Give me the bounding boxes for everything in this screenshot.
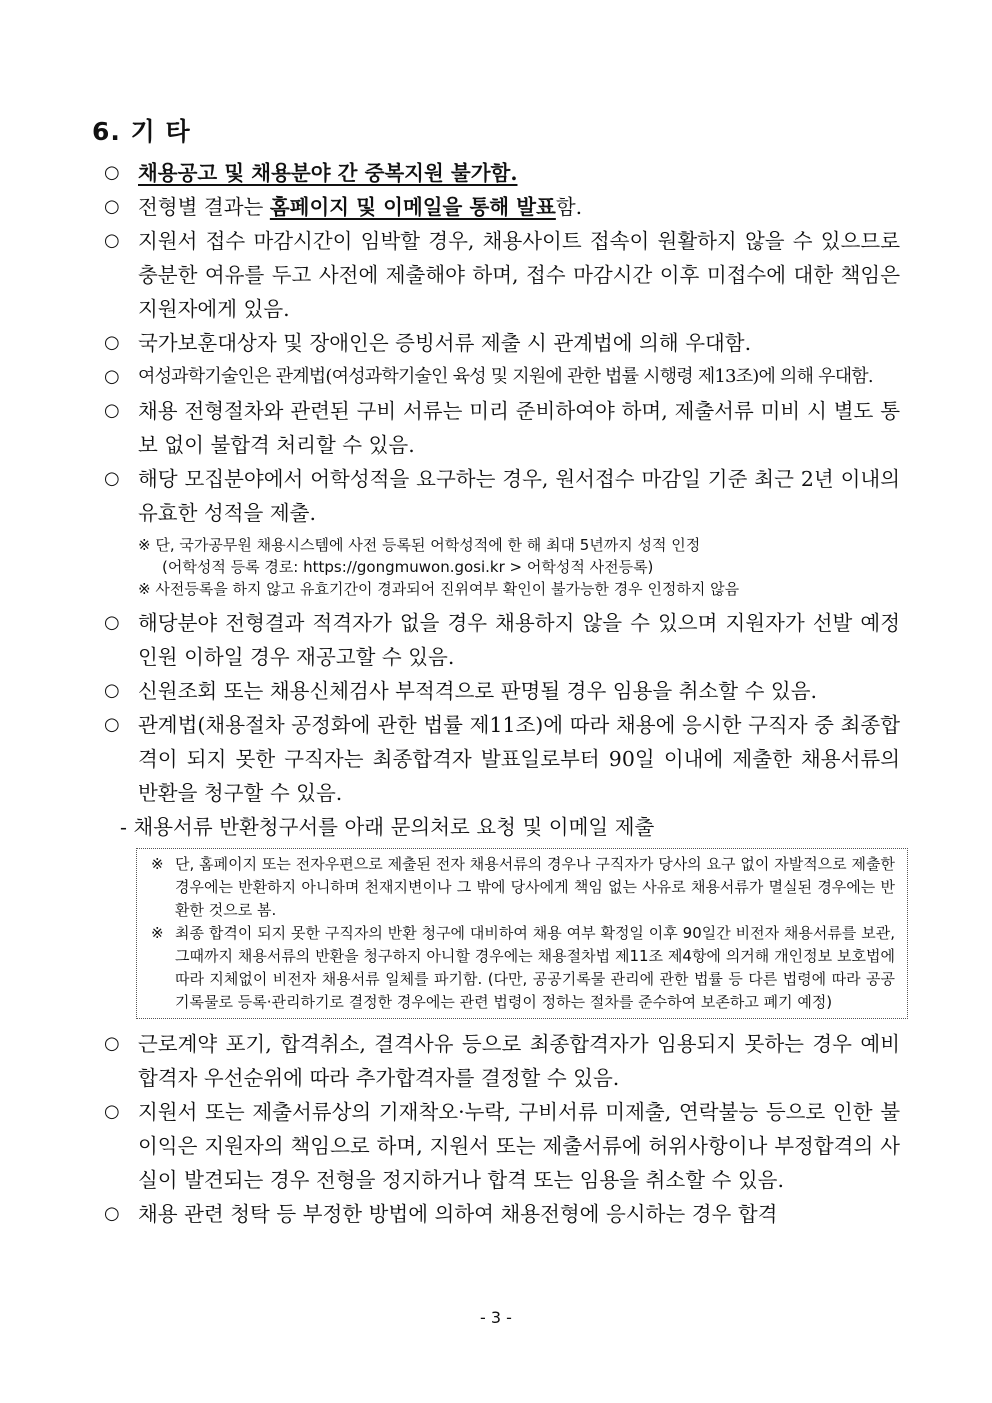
- list-item: [104, 394, 900, 462]
- list-item: [104, 1027, 900, 1095]
- bullet-circle-icon: ○: [104, 1033, 120, 1054]
- item-text: 여성과학기술인은 관계법(여성과학기술인 육성 및 지원에 관한 법률 시행령 제13조)에 의해 우대함.: [138, 366, 873, 387]
- bullet-circle-icon: ○: [104, 366, 120, 387]
- item-text-emphasis: 홈페이지 및 이메일을 통해 발표: [269, 195, 556, 219]
- item-text: 채용 관련 청탁 등 부정한 방법에 의하여 채용전형에 응시하는 경우 합격: [138, 1202, 778, 1226]
- bullet-circle-icon: ○: [104, 1101, 120, 1122]
- page-number: - 3 -: [480, 1308, 512, 1327]
- item-text: 해당 모집분야에서 어학성적을 요구하는 경우, 원서접수 마감일 기준 최근 2년 이내의 유효한 성적을 제출.: [138, 467, 900, 525]
- item-text: 채용공고 및 채용분야 간 중복지원 불가함.: [138, 161, 518, 185]
- item-text: 근로계약 포기, 합격취소, 결격사유 등으로 최종합격자가 임용되지 못하는 경우 예비합격자 우선순위에 따라 추가합격자를 결정할 수 있음.: [138, 1032, 900, 1090]
- box-note-text: 단, 홈페이지 또는 전자우편으로 제출된 전자 채용서류의 경우나 구직자가 당사의 요구 없이 자발적으로 제출한 경우에는 반환하지 아니하며 천재지변이나 그 밖에 당사에게 책임 없는 사유로 채용서류가 멸실된 경우에는 반환한 것으로 봄.: [175, 855, 895, 919]
- note-line: ※ 사전등록을 하지 않고 유효기간이 경과되어 진위여부 확인이 불가능한 경우 인정하지 않음: [138, 580, 740, 598]
- bullet-circle-icon: ○: [104, 332, 120, 353]
- list-item: [104, 1095, 900, 1197]
- item-text: 국가보훈대상자 및 장애인은 증빙서류 제출 시 관계법에 의해 우대함.: [138, 331, 752, 355]
- list-item: [104, 224, 900, 326]
- bullet-circle-icon: ○: [104, 714, 120, 735]
- item-text-post: 함.: [555, 195, 583, 219]
- note-line: (어학성적 등록 경로: https://gongmuwon.gosi.kr > 어학성적 사전등록): [162, 558, 654, 576]
- list-item: [104, 674, 900, 708]
- bullet-circle-icon: ○: [104, 230, 120, 251]
- section-title: 6. 기 타: [92, 117, 191, 146]
- item-text: [138, 190, 900, 224]
- list-item: [104, 190, 900, 224]
- note-line: ※ 단, 국가공무원 채용시스템에 사전 등록된 어학성적에 한 해 최대 5년까지 성적 인정: [138, 536, 701, 554]
- list-item: [104, 360, 900, 394]
- bullet-circle-icon: ○: [104, 196, 120, 217]
- list-item: [104, 708, 900, 810]
- list-item: [104, 462, 900, 530]
- bullet-circle-icon: ○: [104, 612, 120, 633]
- bullet-list: [104, 156, 900, 1231]
- item-text: 지원서 또는 제출서류상의 기재착오·누락, 구비서류 미제출, 연락불능 등으로 인한 불이익은 지원자의 책임으로 하며, 지원서 또는 제출서류에 허위사항이나 부정합격의 사실이 발견되는 경우 전형을 정지하거나 합격 또는 임용을 취소할 수 있음.: [138, 1100, 900, 1192]
- return-policy-note-box: [136, 848, 908, 1019]
- item-text: 해당분야 전형결과 적격자가 없을 경우 채용하지 않을 수 있으며 지원자가 선발 예정인원 이하일 경우 재공고할 수 있음.: [138, 611, 900, 669]
- reference-mark-icon: ※: [151, 855, 164, 873]
- bullet-circle-icon: ○: [104, 680, 120, 701]
- item-text: 관계법(채용절차 공정화에 관한 법률 제11조)에 따라 채용에 응시한 구직자 중 최종합격이 되지 못한 구직자는 최종합격자 발표일로부터 90일 이내에 제출한 채용서류의 반환을 청구할 수 있음.: [138, 713, 900, 805]
- item-text-pre: 전형별 결과는: [138, 195, 270, 219]
- item-text: 채용 전형절차와 관련된 구비 서류는 미리 준비하여야 하며, 제출서류 미비 시 별도 통보 없이 불합격 처리할 수 있음.: [138, 399, 900, 457]
- list-item: [104, 326, 900, 360]
- bullet-circle-icon: ○: [104, 162, 120, 183]
- box-note-text: 최종 합격이 되지 못한 구직자의 반환 청구에 대비하여 채용 여부 확정일 이후 90일간 비전자 채용서류를 보관, 그때까지 채용서류의 반환을 청구하지 아니할 경우에는 채용절차법 제11조 제4항에 의거해 개인정보 보호법에 따라 지체없이 비전자 채용서류 일체를 파기함. (다만, 공공기록물 관리에 관한 법률 등 다른 법령에 따라 공공기록물로 등록·관리하기로 결정한 경우에는 관련 법령이 정하는 절차를 준수하여 보존하고 폐기 예정): [175, 924, 895, 1011]
- bullet-circle-icon: ○: [104, 400, 120, 421]
- reference-mark-icon: ※: [151, 924, 164, 942]
- item-text: 지원서 접수 마감시간이 임박할 경우, 채용사이트 접속이 원활하지 않을 수 있으므로 충분한 여유를 두고 사전에 제출해야 하며, 접수 마감시간 이후 미접수에 대한 책임은 지원자에게 있음.: [138, 229, 900, 321]
- item-text: 신원조회 또는 채용신체검사 부적격으로 판명될 경우 임용을 취소할 수 있음.: [138, 679, 818, 703]
- dash-item: - 채용서류 반환청구서를 아래 문의처로 요청 및 이메일 제출: [120, 815, 655, 839]
- list-item: [104, 606, 900, 674]
- list-item: [104, 1197, 900, 1231]
- box-note: [151, 853, 895, 922]
- bullet-circle-icon: ○: [104, 468, 120, 489]
- list-item: [104, 156, 900, 190]
- box-note: [151, 922, 895, 1014]
- language-score-notes: [138, 534, 900, 600]
- bullet-circle-icon: ○: [104, 1203, 120, 1224]
